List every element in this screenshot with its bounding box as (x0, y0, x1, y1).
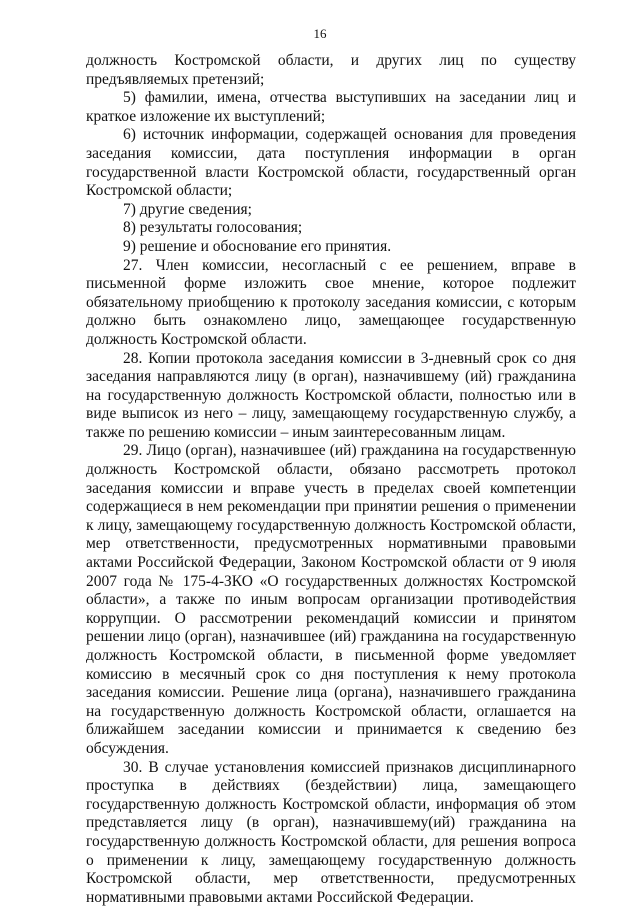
paragraph-item-7: 7) другие сведения; (123, 200, 252, 218)
paragraph-clause-30: 30. В случае установления комиссией признаков дисциплинарного проступка в действиях (бездействии) лица, замещающего государственную должность Костромской области, информация об этом представляется лицу (в орган), назначившему(ий) гражданина на государственную должность Костромской области, для решения вопроса о применении к лицу, замещающему государственную должность Костромской области, мер ответственности, предусмотренных нормативными правовыми актами Российской Федерации. (86, 758, 576, 906)
paragraph-clause-28: 28. Копии протокола заседания комиссии в 3-дневный срок со дня заседания направляются лицу (в орган), назначившему (ий) гражданина на государственную должность Костромской области, полностью или в виде выписок из него – лицу, замещающему государственную службу, а также по решению комиссии – иным заинтересованным лицам. (86, 349, 576, 441)
paragraph-item-9: 9) решение и обоснование его принятия. (123, 237, 392, 255)
paragraph-clause-29: 29. Лицо (орган), назначившее (ий) гражданина на государственную должность Костромской области, обязано рассмотреть протокол заседания комиссии и вправе учесть в пределах своей компетенции содержащиеся в нем рекомендации при принятии решения о применении к лицу, замещающему государственную должность Костромской области, мер ответственности, предусмотренных нормативными правовыми актами Российской Федерации, Законом Костромской области от 9 июля 2007 года № 175-4-ЗКО «О государственных должностях Костромской области», а также по иным вопросам организации противодействия коррупции. О рассмотрении рекомендаций комиссии и принятом решении лицо (орган), назначившее (ий) гражданина на государственную должность Костромской области, в письменной форме уведомляет комиссию в месячный срок со дня поступления к нему протокола заседания комиссии. Решение лица (органа), назначившего гражданина на государственную должность Костромской области, оглашается на ближайшем заседании комиссии и принимается к сведению без обсуждения. (86, 442, 576, 757)
paragraph-item-8: 8) результаты голосования; (123, 219, 303, 237)
paragraph-item-5: 5) фамилии, имена, отчества выступивших на заседании лиц и краткое изложение их выступлений; (86, 89, 576, 125)
paragraph-continuation: должность Костромской области, и других лиц по существу предъявляемых претензий; (86, 52, 576, 88)
paragraph-item-6: 6) источник информации, содержащей основания для проведения заседания комиссии, дата поступления информации в орган государственной власти Костромской области, государственный орган Костромской области; (86, 126, 576, 200)
paragraph-clause-27: 27. Член комиссии, несогласный с ее решением, вправе в письменной форме изложить свое мнение, которое подлежит обязательному приобщению к протоколу заседания комиссии, с которым должно быть ознакомлено лицо, замещающее государственную должность Костромской области. (86, 256, 576, 348)
page-number: 16 (313, 26, 327, 41)
document-body (86, 52, 576, 907)
